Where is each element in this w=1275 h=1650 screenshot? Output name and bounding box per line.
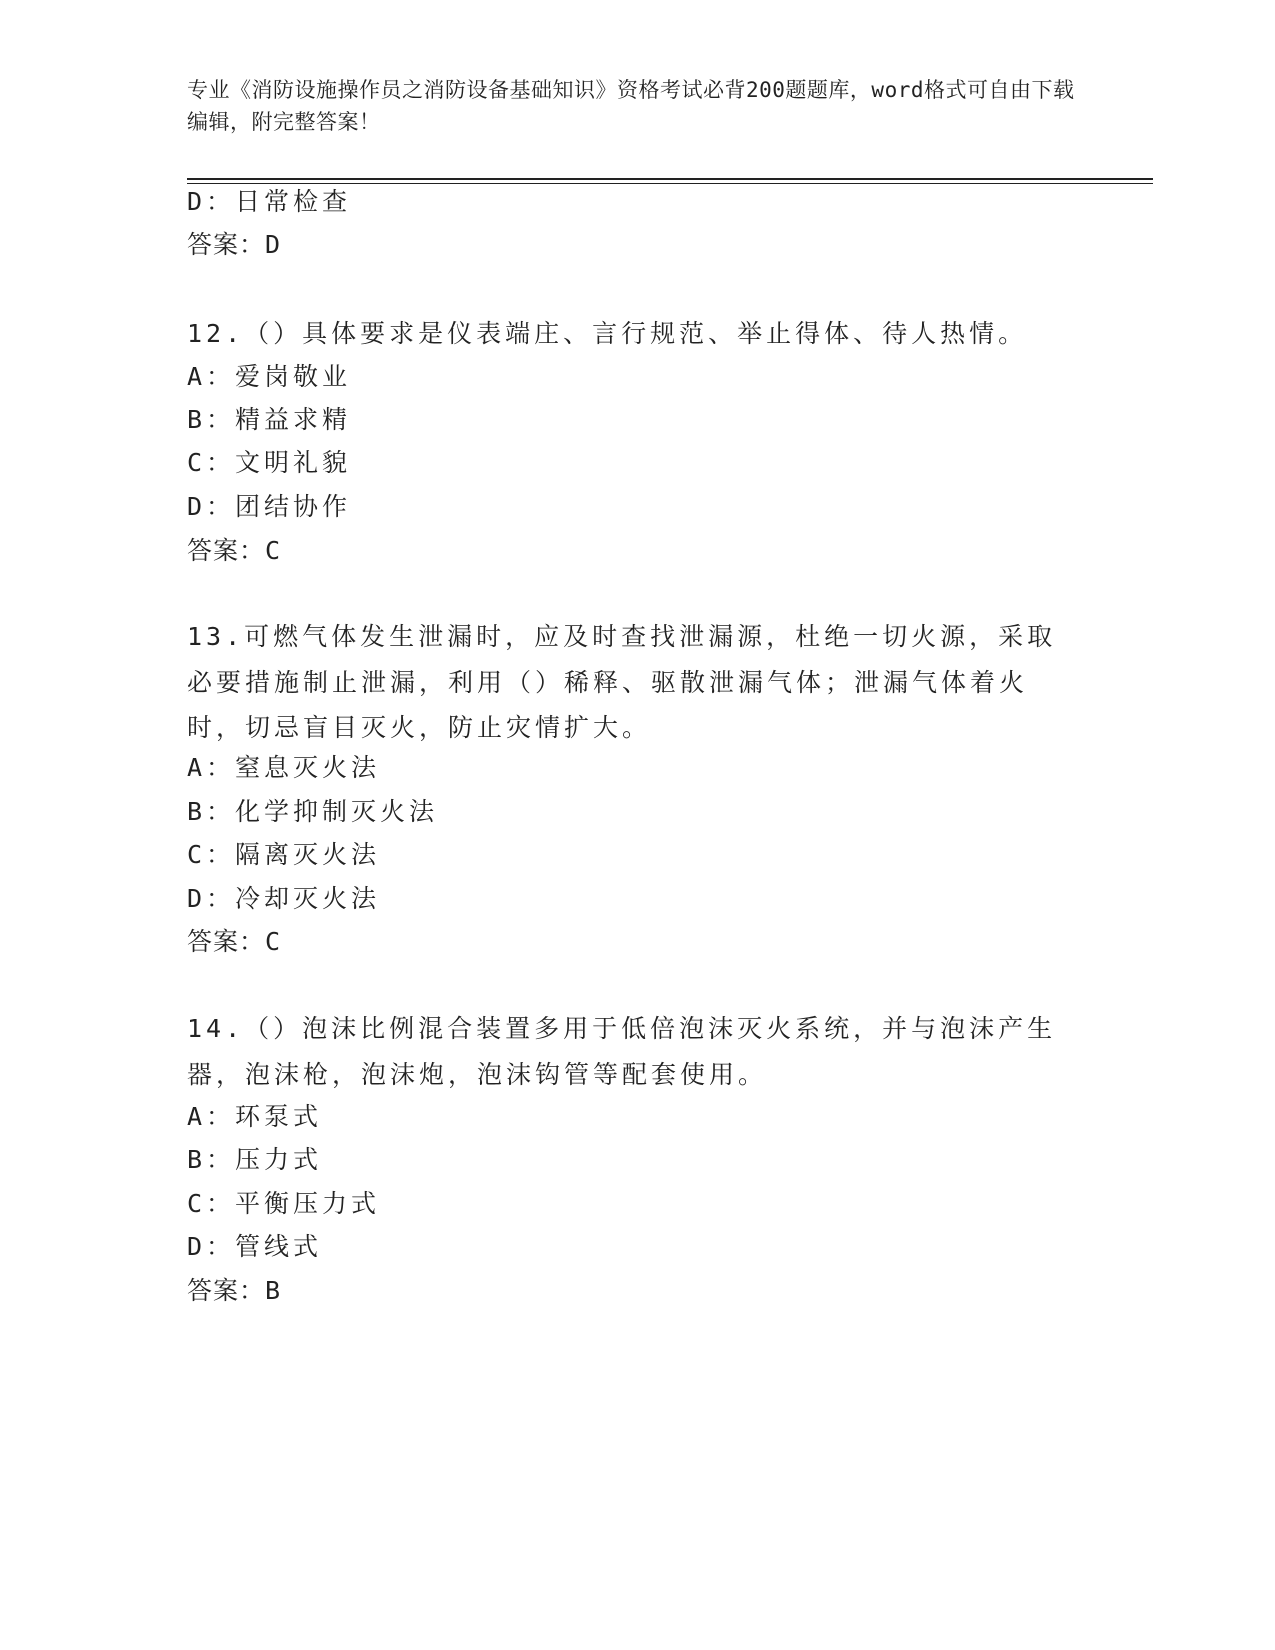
document-header: 专业《消防设施操作员之消防设备基础知识》资格考试必背200题题库，word格式可自由下载编辑，附完整答案！ bbox=[187, 78, 1075, 134]
q13-option-a: A：窒息灭火法 bbox=[187, 753, 381, 782]
q14-option-b: B：压力式 bbox=[187, 1145, 323, 1174]
header-divider-thin bbox=[187, 183, 1153, 184]
q14-option-c: C：平衡压力式 bbox=[187, 1189, 381, 1218]
header-divider-thick bbox=[187, 178, 1153, 180]
q12-option-c: C：文明礼貌 bbox=[187, 448, 352, 477]
q11-answer: 答案：D bbox=[187, 230, 282, 259]
q12-stem: 12.（）具体要求是仪表端庄、言行规范、举止得体、待人热情。 bbox=[187, 319, 1028, 348]
q13-option-b: B：化学抑制灭火法 bbox=[187, 797, 439, 826]
q12-answer: 答案：C bbox=[187, 536, 282, 565]
q13-stem: 13.可燃气体发生泄漏时，应及时查找泄漏源，杜绝一切火源，采取必要措施制止泄漏，利用（）稀释、驱散泄漏气体；泄漏气体着火时，切忌盲目灭火，防止灾情扩大。 bbox=[187, 622, 1057, 742]
q12-option-b: B：精益求精 bbox=[187, 405, 352, 434]
q12-option-a: A：爱岗敬业 bbox=[187, 362, 352, 391]
q14-option-d: D：管线式 bbox=[187, 1232, 323, 1261]
q13-option-c: C：隔离灭火法 bbox=[187, 840, 381, 869]
q11-option-d: D：日常检查 bbox=[187, 187, 352, 216]
q14-option-a: A：环泵式 bbox=[187, 1102, 323, 1131]
q14-stem: 14.（）泡沫比例混合装置多用于低倍泡沫灭火系统，并与泡沫产生器，泡沫枪，泡沫炮，泡沫钩管等配套使用。 bbox=[187, 1014, 1057, 1089]
q13-option-d: D：冷却灭火法 bbox=[187, 884, 381, 913]
q13-answer: 答案：C bbox=[187, 927, 282, 956]
q12-option-d: D：团结协作 bbox=[187, 492, 352, 521]
q14-answer: 答案：B bbox=[187, 1276, 282, 1305]
